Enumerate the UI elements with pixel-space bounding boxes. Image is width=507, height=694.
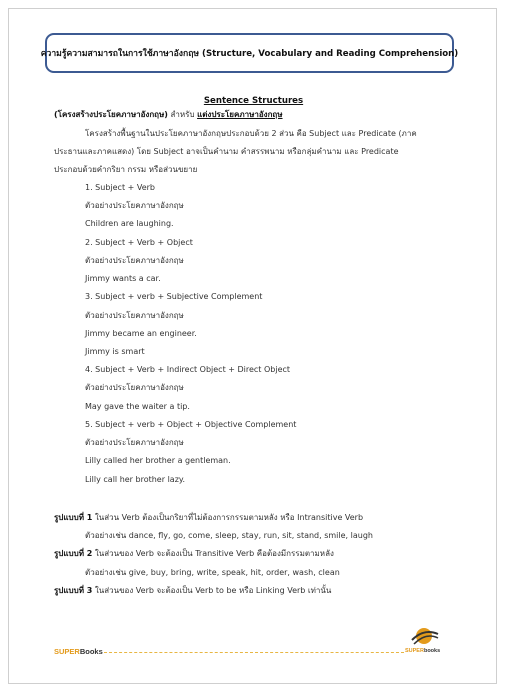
intro-line: ประกอบด้วยคำกริยา กรรม หรือส่วนขยาย xyxy=(54,165,198,174)
example-label: ตัวอย่างประโยคภาษาอังกฤษ xyxy=(85,311,184,320)
form-label: รูปแบบที่ 3 xyxy=(54,586,93,595)
example-sentence: Jimmy wants a car. xyxy=(85,274,161,283)
pattern-heading: 2. Subject + Verb + Object xyxy=(85,238,193,247)
footer-divider xyxy=(104,652,404,653)
header-box xyxy=(40,33,459,73)
logo-text xyxy=(405,648,440,654)
section-title: Sentence Structures xyxy=(203,96,304,106)
example-sentence: Lilly call her brother lazy. xyxy=(85,475,186,484)
example-sentence: Children are laughing. xyxy=(85,219,174,228)
subtitle-mid: สำหรับ xyxy=(167,110,198,119)
example-label: ตัวอย่างประโยคภาษาอังกฤษ xyxy=(85,256,184,265)
pattern-heading: 3. Subject + verb + Subjective Complement xyxy=(85,292,263,301)
example-label: ตัวอย่างประโยคภาษาอังกฤษ xyxy=(85,201,184,210)
example-label: ตัวอย่างประโยคภาษาอังกฤษ xyxy=(85,438,184,447)
example-label: ตัวอย่างประโยคภาษาอังกฤษ xyxy=(85,383,184,392)
superbooks-logo-icon xyxy=(404,624,444,660)
subtitle-underlined: แต่งประโยคภาษาอังกฤษ xyxy=(197,110,283,119)
pattern-heading: 1. Subject + Verb xyxy=(85,183,156,192)
logo-books: books xyxy=(423,648,441,654)
footer-brand-super: SUPER xyxy=(54,647,80,656)
section-subtitle xyxy=(54,109,283,121)
form-2 xyxy=(54,548,334,560)
form-1 xyxy=(54,512,363,524)
intro-line: ประธานและภาคแสดง) โดย Subject อาจเป็นคำนาม คำสรรพนาม หรือกลุ่มคำนาม และ Predicate xyxy=(54,147,399,156)
form-text: ในส่วน Verb ต้องเป็นกริยาที่ไม่ต้องการกรรมตามหลัง หรือ Intransitive Verb xyxy=(92,513,364,522)
pattern-heading: 4. Subject + Verb + Indirect Object + Direct Object xyxy=(85,365,291,374)
subtitle-bold: (โครงสร้างประโยคภาษาอังกฤษ) xyxy=(54,110,168,119)
logo-super: SUPER xyxy=(405,648,424,654)
form-text: ในส่วนของ Verb จะต้องเป็น Transitive Verb คือต้องมีกรรมตามหลัง xyxy=(92,549,334,558)
form-example: ตัวอย่างเช่น dance, fly, go, come, sleep, stay, run, sit, stand, smile, laugh xyxy=(85,531,373,540)
example-sentence: Lilly called her brother a gentleman. xyxy=(85,456,231,465)
pattern-heading: 5. Subject + verb + Object + Objective Complement xyxy=(85,420,297,429)
intro-line: โครงสร้างพื้นฐานในประโยคภาษาอังกฤษประกอบด้วย 2 ส่วน คือ Subject และ Predicate (ภาค xyxy=(85,129,417,138)
footer-brand xyxy=(54,647,103,656)
form-label: รูปแบบที่ 1 xyxy=(54,513,93,522)
example-sentence: Jimmy became an engineer. xyxy=(85,329,197,338)
example-sentence: Jimmy is smart xyxy=(85,347,145,356)
form-text: ในส่วนของ Verb จะต้องเป็น Verb to be หรือ Linking Verb เท่านั้น xyxy=(92,586,332,595)
example-sentence: May gave the waiter a tip. xyxy=(85,402,190,411)
form-label: รูปแบบที่ 2 xyxy=(54,549,93,558)
footer-brand-books: Books xyxy=(79,647,103,656)
header-title: ความรู้ความสามารถในการใช้ภาษาอังกฤษ (Structure, Vocabulary and Reading Comprehension) xyxy=(40,49,459,59)
form-3 xyxy=(54,585,331,597)
form-example: ตัวอย่างเช่น give, buy, bring, write, speak, hit, order, wash, clean xyxy=(85,568,340,577)
